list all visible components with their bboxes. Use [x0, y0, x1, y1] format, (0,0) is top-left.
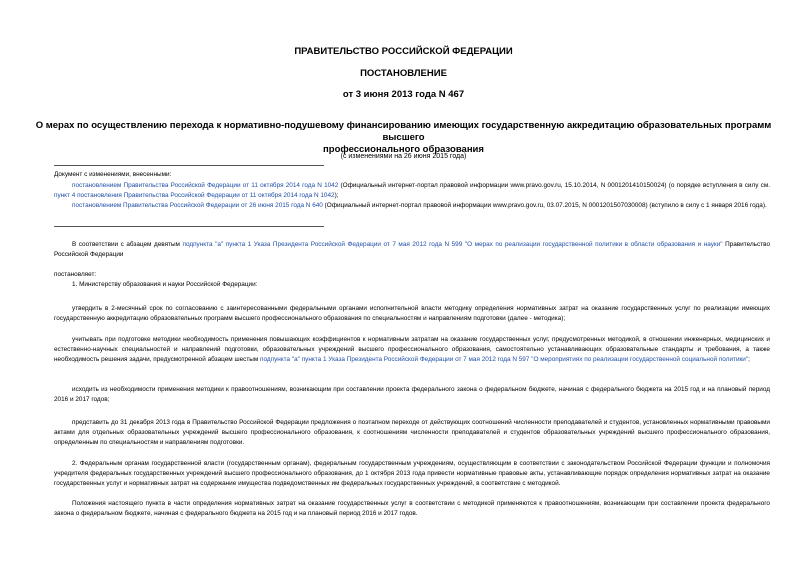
- paragraph-proceed: исходить из необходимости применения методики к правоотношениям, возникающим при составлении проекта федерального закона о федеральном бюджете, начиная с федерального бюджета на 2015 год и на плановый период 2016 и 2017 годов;: [54, 386, 770, 403]
- preamble-text-b: Правительство Российской Федерации: [54, 241, 771, 258]
- government-heading: ПРАВИТЕЛЬСТВО РОССИЙСКОЙ ФЕДЕРАЦИИ: [294, 46, 513, 57]
- paragraph-2: 2. Федеральным органам государственной власти (государственным органам), федеральным государственным учреждениям, осуществляющим в соответствии с законодательством Российской Федерации функции и полномочия учредителя федеральных государственных учреждений высшего профессионального образования, до 1 октября 2013 года привести нормативные правовые акты, устанавливающие порядок определения нормативных затрат на оказание государственных услуг и нормативных затрат на содержание имущества подведомственных им федеральных государственных учреждений, в соответствие с методикой.: [54, 460, 770, 487]
- change-text-2: (Официальный интернет-портал правовой информации www.pravo.gov.ru, 03.07.2015, N 0001201507030008) (вступило в силу с 1 января 2016 года).: [322, 202, 767, 209]
- divider-top: [54, 165, 324, 166]
- change-text-1: (Официальный интернет-портал правовой информации www.pravo.gov.ru, 15.10.2014, N 0001201410150024) (о порядке вступления в силу см.: [338, 182, 770, 189]
- paragraph-provisions: Положения настоящего пункта в части определения нормативных затрат на оказание государственных услуг в соответствии с методикой применяются к правоотношениям, возникающим при составлении проекта федерального закона о федеральном бюджете, начиная с федерального бюджета на 2015 год и на плановый период 2016 и 2017 годов.: [54, 500, 770, 517]
- changes-intro: Документ с изменениями, внесенными:: [54, 171, 172, 178]
- paragraph-resolves: постановляет:: [54, 271, 97, 278]
- title-line-1: О мерах по осуществлению перехода к нормативно-подушевому финансированию имеющих государственную аккредитацию образовательных программ высшего: [35, 120, 772, 143]
- paragraph-submit: представить до 31 декабря 2013 года в Правительство Российской Федерации предложения о поэтапном переходе от действующих соотношений численности преподавателей и студентов, установленных нормативными правовыми актами для отдельных образовательных учреждений высшего профессионального образования, к соотношениям численности преподавателей и студентов образовательных учреждений высшего профессионального образования, определенным по специальностям и направлениям подготовки.: [54, 419, 770, 446]
- consider-text-a: учитывать при подготовке методики необходимость применения повышающих коэффициентов к нормативным затратам на оказание государственных услуг, предусмотренных методикой, в отношении инженерных, медицинских и естественно-научных специальностей и направлений подготовки, образовательных учреждений высшего профессионального образования, самостоятельно устанавливающих образовательные стандарты и требования, а также необходимость решения задачи, предусмотренной абзацем шестым: [54, 336, 770, 363]
- change-item-1: [54, 181, 770, 201]
- change-end-1: );: [334, 192, 339, 199]
- paragraph-consider: [54, 335, 770, 365]
- change-item-2: [54, 201, 770, 211]
- decree-599-link[interactable]: подпункта "а" пункта 1 Указа Президента Российской Федерации от 7 мая 2012 года N 599 "О мерах по реализации государственной политики в области образования и науки": [182, 241, 723, 248]
- title-line-2: профессионального образования: [323, 144, 484, 155]
- preamble-text-a: В соответствии с абзацем девятым: [72, 241, 183, 248]
- paragraph-approve: утвердить в 2-месячный срок по согласованию с заинтересованными федеральными органами исполнительной власти методику определения нормативных затрат на оказание государственных услуг по реализации имеющих государственную аккредитацию образовательных программ высшего профессионального образования по специальностям и направлениям подготовки (далее - методика);: [54, 305, 770, 322]
- change-link-640[interactable]: постановлением Правительства Российской Федерации от 26 июня 2015 года N 640: [72, 202, 323, 209]
- paragraph-preamble: [54, 240, 770, 260]
- decree-597-link[interactable]: подпункта "а" пункта 1 Указа Президента Российской Федерации от 7 мая 2012 года N 597 "О мероприятиях по реализации государственной социальной политики": [260, 356, 749, 363]
- divider-bottom: [54, 226, 324, 227]
- change-link-1042[interactable]: постановлением Правительства Российской Федерации от 11 октября 2014 года N 1042: [72, 182, 339, 189]
- consider-text-b: ;: [748, 356, 750, 363]
- document-type: ПОСТАНОВЛЕНИЕ: [360, 68, 447, 79]
- change-link-1042-p4[interactable]: пункт 4 постановления Правительства Российской Федерации от 11 октября 2014 года N 1042: [54, 192, 335, 199]
- document-title: [30, 120, 777, 156]
- revision-note: (с изменениями на 26 июня 2015 года): [340, 153, 467, 160]
- paragraph-1: 1. Министерству образования и науки Российской Федерации:: [72, 281, 258, 288]
- document-date: от 3 июня 2013 года N 467: [342, 89, 465, 100]
